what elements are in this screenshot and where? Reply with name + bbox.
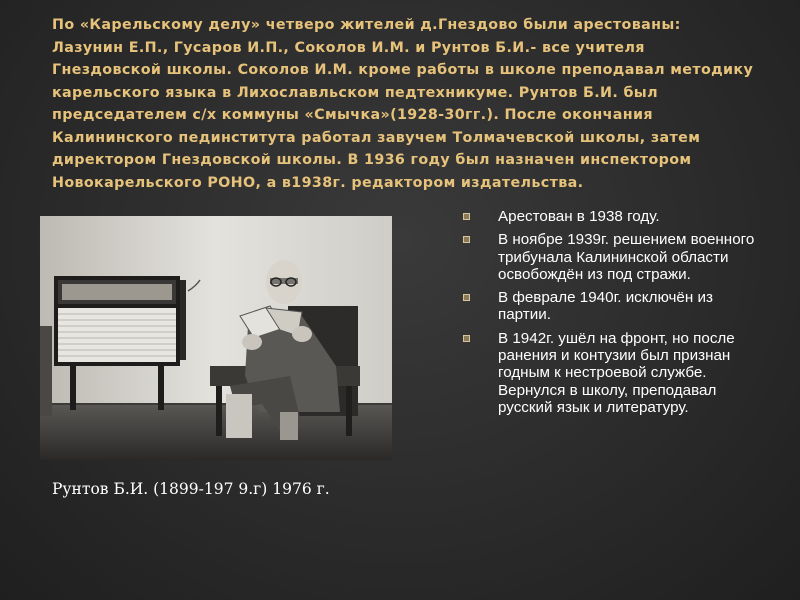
square-bullet-icon <box>463 236 470 243</box>
bullet-text: В феврале 1940г. исключён из партии. <box>498 289 713 324</box>
bullet-item <box>462 289 762 324</box>
bullet-text: Арестован в 1938 году. <box>498 208 660 225</box>
slide-title: По «Карельскому делу» четверо жителей д.Гнездово были арестованы: Лазунин Е.П., Гусаров И.П., Соколов И.М. и Рунтов Б.И.- все учителя Гнездовской школы. Соколов И.М. кроме работы в школе преподавал методику карельского языка в Лихославльском педтехникуме. Рунтов Б.И. был председателем с/х коммуны «Смычка»(1928-30гг.). После окончания Калининского пединститута работал завучем Толмачевской школы, затем директором Гнездовской школы. В 1936 году был назначен инспектором Новокарельского РОНО, а в1938г. редактором издательства. <box>52 17 754 191</box>
bullet-item <box>462 231 762 283</box>
photo-illustration <box>40 216 392 460</box>
bullet-text: В ноябре 1939г. решением военного трибунала Калининской области освобождён из под стражи. <box>498 231 755 283</box>
bullet-item <box>462 330 762 416</box>
bullet-item <box>462 208 762 225</box>
bullet-list <box>462 208 762 422</box>
bullet-text: В 1942г. ушёл на фронт, но после ранения и контузии был признан годным к нестроевой службе. Вернулся в школу, преподавал русский язык и литературу. <box>498 329 735 416</box>
square-bullet-icon <box>463 335 470 342</box>
photo-caption: Рунтов Б.И. (1899-197 9.г) 1976 г. <box>52 480 330 498</box>
square-bullet-icon <box>463 294 470 301</box>
portrait-photo <box>40 216 392 460</box>
square-bullet-icon <box>463 213 470 220</box>
